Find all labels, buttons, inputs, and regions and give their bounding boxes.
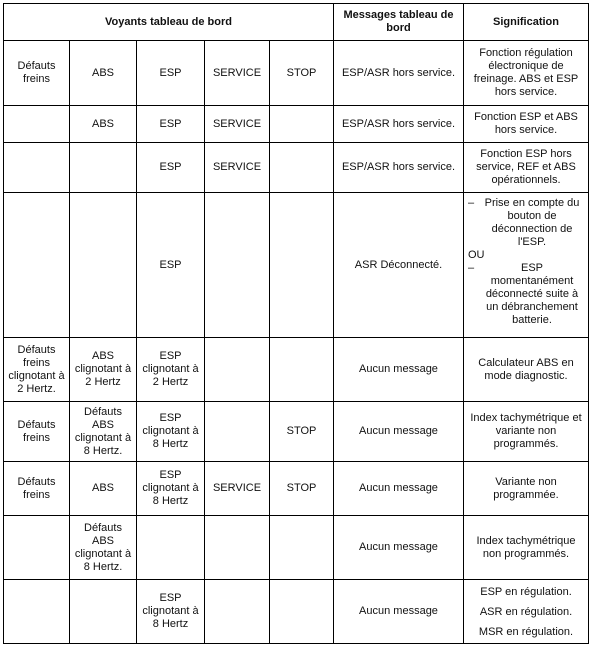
table-row [4,516,589,580]
cell-col1 [4,580,70,644]
cell-signification: Variante non programmée. [464,462,589,516]
cell-message: Aucun message [334,516,464,580]
warning-lights-table [3,3,589,644]
signification-line: ESP en régulation. [480,585,572,598]
cell-message: ESP/ASR hors service. [334,143,464,193]
cell-col5: STOP [270,41,334,106]
cell-col3 [137,516,205,580]
cell-col1 [4,193,70,338]
cell-col3: ESP [137,41,205,106]
cell-col1 [4,106,70,143]
cell-col2: ABS clignotant à 2 Hertz [70,338,137,402]
cell-col1 [4,516,70,580]
cell-col1: Défauts freins [4,462,70,516]
cell-col4 [205,193,270,338]
table-row [4,143,589,193]
cell-signification [464,580,589,644]
cell-col2 [70,143,137,193]
cell-signification [464,193,589,338]
header-messages: Messages tableau de bord [334,4,464,41]
cell-message: ESP/ASR hors service. [334,106,464,143]
cell-col4 [205,516,270,580]
table-row [4,106,589,143]
cell-col4 [205,338,270,402]
table-row [4,580,589,644]
cell-col4: SERVICE [205,106,270,143]
cell-col1: Défauts freins [4,402,70,462]
header-voyants: Voyants tableau de bord [4,4,334,41]
cell-message: Aucun message [334,580,464,644]
cell-col3: ESP [137,193,205,338]
cell-col5: STOP [270,462,334,516]
cell-col5 [270,193,334,338]
cell-col5 [270,106,334,143]
cell-col4: SERVICE [205,143,270,193]
cell-col5 [270,580,334,644]
cell-col1: Défauts freins [4,41,70,106]
cell-col5 [270,516,334,580]
cell-col4: SERVICE [205,41,270,106]
cell-col3: ESP clignotant à 8 Hertz [137,402,205,462]
cell-signification: Fonction ESP et ABS hors service. [464,106,589,143]
cell-signification: Fonction ESP hors service, REF et ABS opérationnels. [464,143,589,193]
cell-col3: ESP clignotant à 2 Hertz [137,338,205,402]
list-item-text: ESP momentanément déconnecté suite à un débranchement batterie. [485,262,579,326]
cell-col5: STOP [270,402,334,462]
cell-col5 [270,338,334,402]
cell-col4: SERVICE [205,462,270,516]
list-item [468,262,586,327]
cell-col2: ABS [70,462,137,516]
cell-message: Aucun message [334,338,464,402]
signification-line: ASR en régulation. [479,605,573,618]
cell-message: Aucun message [334,402,464,462]
table-row [4,338,589,402]
cell-col2 [70,193,137,338]
table-container [3,3,589,644]
signification-line: MSR en régulation. [478,625,574,638]
cell-col3: ESP [137,106,205,143]
cell-signification: Calculateur ABS en mode diagnostic. [464,338,589,402]
cell-message: ESP/ASR hors service. [334,41,464,106]
or-separator: OU [468,249,485,261]
table-row [4,193,589,338]
cell-col2: ABS [70,106,137,143]
cell-col1: Défauts freins clignotant à 2 Hertz. [4,338,70,402]
cell-signification: Fonction régulation électronique de freinage. ABS et ESP hors service. [464,41,589,106]
dash-marker: – [468,197,475,209]
cell-col3: ESP clignotant à 8 Hertz [137,462,205,516]
cell-col2: ABS [70,41,137,106]
table-row [4,41,589,106]
cell-col2: Défauts ABS clignotant à 8 Hertz. [70,402,137,462]
cell-message: Aucun message [334,462,464,516]
cell-col4 [205,580,270,644]
cell-col5 [270,143,334,193]
header-row [4,4,589,41]
table-row [4,402,589,462]
header-signification: Signification [464,4,589,41]
cell-signification: Index tachymétrique et variante non programmés. [464,402,589,462]
list-item [468,197,586,249]
cell-col1 [4,143,70,193]
dash-marker: – [468,262,475,274]
cell-col3: ESP clignotant à 8 Hertz [137,580,205,644]
cell-col2: Défauts ABS clignotant à 8 Hertz. [70,516,137,580]
table-row [4,462,589,516]
cell-signification: Index tachymétrique non programmés. [464,516,589,580]
cell-col4 [205,402,270,462]
cell-col3: ESP [137,143,205,193]
cell-message: ASR Déconnecté. [334,193,464,338]
list-item-text: Prise en compte du bouton de déconnection de l'ESP. [484,197,580,248]
cell-col2 [70,580,137,644]
